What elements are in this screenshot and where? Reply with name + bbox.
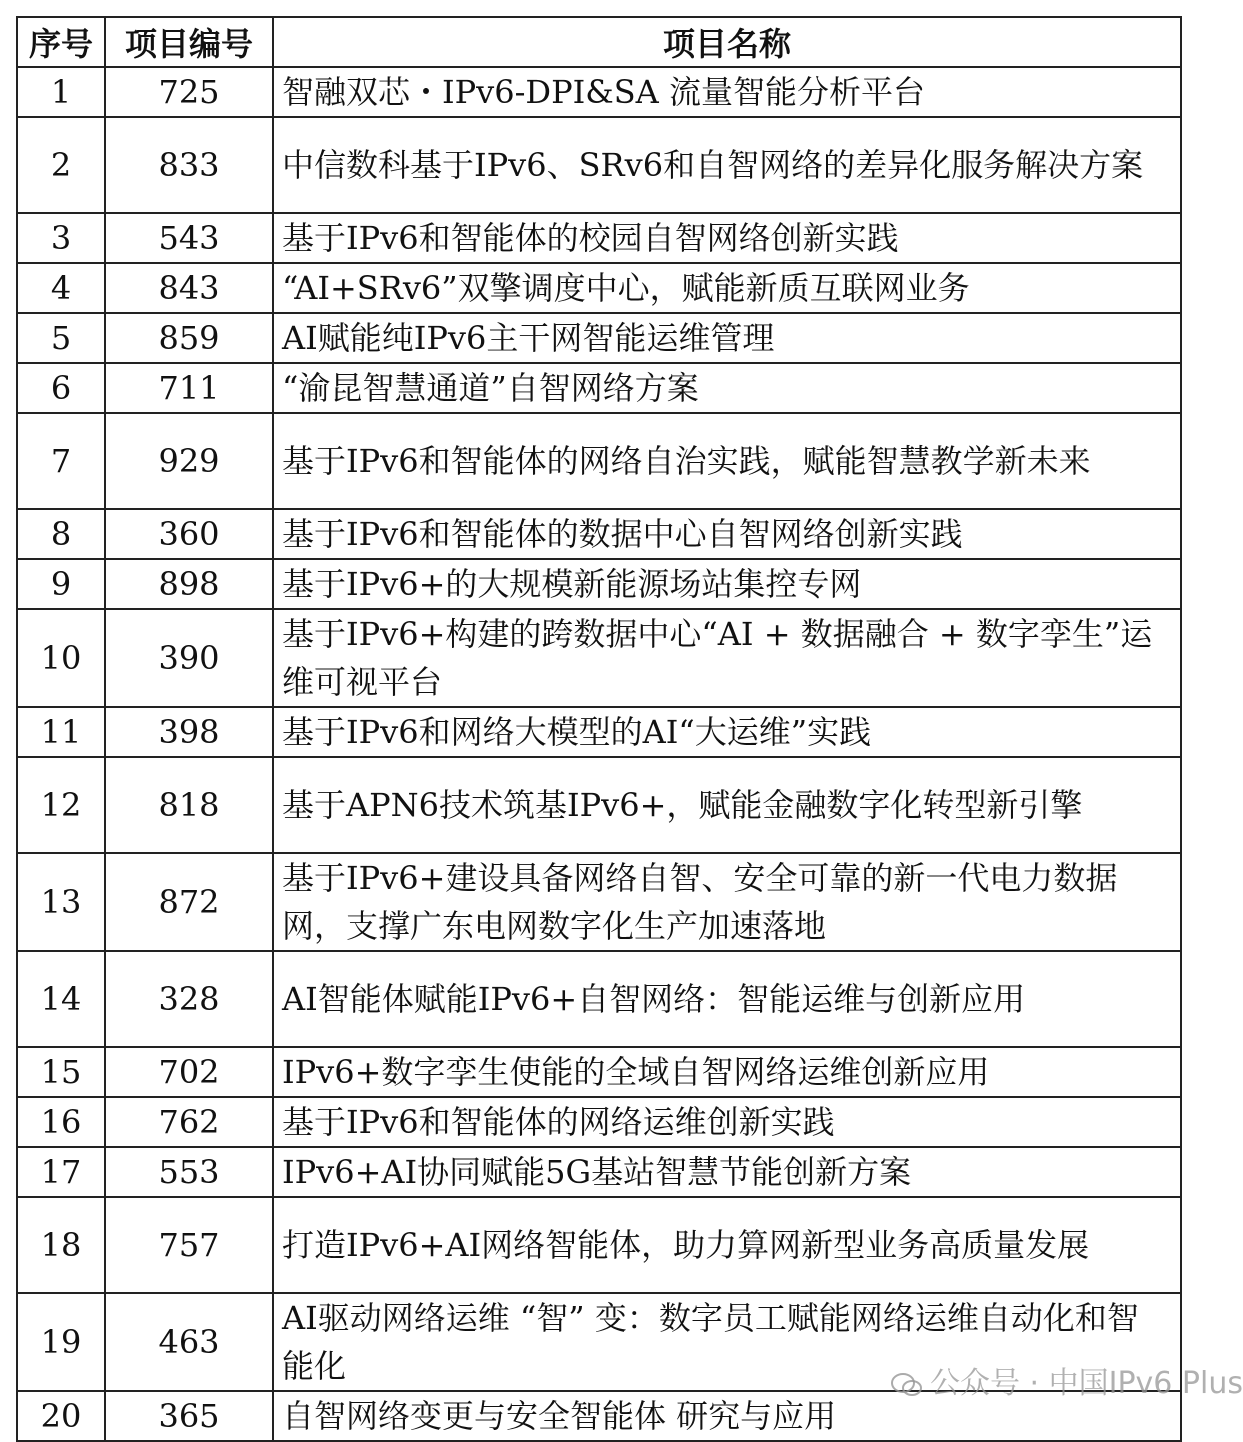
row-name: 基于IPv6+的大规模新能源场站集控专网 bbox=[273, 559, 1181, 609]
row-code: 762 bbox=[105, 1097, 273, 1147]
project-table bbox=[16, 16, 1182, 1442]
table-row bbox=[17, 609, 1181, 707]
row-code: 543 bbox=[105, 213, 273, 263]
row-code: 390 bbox=[105, 609, 273, 707]
row-code: 398 bbox=[105, 707, 273, 757]
table-row bbox=[17, 263, 1181, 313]
row-index: 7 bbox=[17, 413, 105, 509]
row-index: 1 bbox=[17, 67, 105, 117]
row-index: 4 bbox=[17, 263, 105, 313]
row-name: AI赋能纯IPv6主干网智能运维管理 bbox=[273, 313, 1181, 363]
row-name: 打造IPv6+AI网络智能体，助力算网新型业务高质量发展 bbox=[273, 1197, 1181, 1293]
row-name: IPv6+AI协同赋能5G基站智慧节能创新方案 bbox=[273, 1147, 1181, 1197]
row-code: 360 bbox=[105, 509, 273, 559]
row-name: 自智网络变更与安全智能体 研究与应用 bbox=[273, 1391, 1181, 1441]
row-code: 929 bbox=[105, 413, 273, 509]
table-row bbox=[17, 951, 1181, 1047]
row-code: 833 bbox=[105, 117, 273, 213]
row-name: 基于IPv6和智能体的数据中心自智网络创新实践 bbox=[273, 509, 1181, 559]
row-index: 6 bbox=[17, 363, 105, 413]
row-name: 基于APN6技术筑基IPv6+，赋能金融数字化转型新引擎 bbox=[273, 757, 1181, 853]
table-row bbox=[17, 363, 1181, 413]
row-code: 711 bbox=[105, 363, 273, 413]
table-row bbox=[17, 413, 1181, 509]
row-name: AI驱动网络运维 “智” 变：数字员工赋能网络运维自动化和智能化 bbox=[273, 1293, 1181, 1391]
row-name: 基于IPv6和网络大模型的AI“大运维”实践 bbox=[273, 707, 1181, 757]
row-name: 中信数科基于IPv6、SRv6和自智网络的差异化服务解决方案 bbox=[273, 117, 1181, 213]
table-row bbox=[17, 1097, 1181, 1147]
header-code: 项目编号 bbox=[105, 17, 273, 67]
table-row bbox=[17, 313, 1181, 363]
table-row bbox=[17, 1197, 1181, 1293]
row-name: 基于IPv6和智能体的网络运维创新实践 bbox=[273, 1097, 1181, 1147]
row-index: 18 bbox=[17, 1197, 105, 1293]
row-index: 8 bbox=[17, 509, 105, 559]
row-code: 757 bbox=[105, 1197, 273, 1293]
row-name: 基于IPv6和智能体的网络自治实践，赋能智慧教学新未来 bbox=[273, 413, 1181, 509]
row-name: 基于IPv6+建设具备网络自智、安全可靠的新一代电力数据网，支撑广东电网数字化生产加速落地 bbox=[273, 853, 1181, 951]
row-code: 553 bbox=[105, 1147, 273, 1197]
table-row bbox=[17, 213, 1181, 263]
row-code: 702 bbox=[105, 1047, 273, 1097]
table-row bbox=[17, 757, 1181, 853]
table-row bbox=[17, 559, 1181, 609]
row-name: “AI+SRv6”双擎调度中心，赋能新质互联网业务 bbox=[273, 263, 1181, 313]
table-row bbox=[17, 67, 1181, 117]
table-row bbox=[17, 853, 1181, 951]
row-index: 20 bbox=[17, 1391, 105, 1441]
row-code: 725 bbox=[105, 67, 273, 117]
watermark-text: 公众号 · 中国IPv6 Plus bbox=[930, 1366, 1243, 1401]
row-name: 智融双芯・IPv6-DPI&SA 流量智能分析平台 bbox=[273, 67, 1181, 117]
row-code: 328 bbox=[105, 951, 273, 1047]
row-index: 12 bbox=[17, 757, 105, 853]
row-code: 843 bbox=[105, 263, 273, 313]
header-name: 项目名称 bbox=[273, 17, 1181, 67]
table-row bbox=[17, 117, 1181, 213]
row-index: 3 bbox=[17, 213, 105, 263]
watermark bbox=[890, 1358, 1243, 1402]
row-index: 16 bbox=[17, 1097, 105, 1147]
row-code: 818 bbox=[105, 757, 273, 853]
table-row bbox=[17, 509, 1181, 559]
row-code: 898 bbox=[105, 559, 273, 609]
row-code: 463 bbox=[105, 1293, 273, 1391]
table-row bbox=[17, 707, 1181, 757]
row-name: IPv6+数字孪生使能的全域自智网络运维创新应用 bbox=[273, 1047, 1181, 1097]
row-index: 9 bbox=[17, 559, 105, 609]
row-index: 17 bbox=[17, 1147, 105, 1197]
row-name: 基于IPv6+构建的跨数据中心“AI + 数据融合 + 数字孪生”运维可视平台 bbox=[273, 609, 1181, 707]
row-name: 基于IPv6和智能体的校园自智网络创新实践 bbox=[273, 213, 1181, 263]
wechat-icon bbox=[890, 1372, 924, 1398]
table-body bbox=[17, 67, 1181, 1441]
table-header-row bbox=[17, 17, 1181, 67]
row-index: 2 bbox=[17, 117, 105, 213]
row-index: 11 bbox=[17, 707, 105, 757]
row-name: “渝昆智慧通道”自智网络方案 bbox=[273, 363, 1181, 413]
table-row bbox=[17, 1047, 1181, 1097]
row-index: 5 bbox=[17, 313, 105, 363]
header-index: 序号 bbox=[17, 17, 105, 67]
row-name: AI智能体赋能IPv6+自智网络：智能运维与创新应用 bbox=[273, 951, 1181, 1047]
row-code: 859 bbox=[105, 313, 273, 363]
row-index: 13 bbox=[17, 853, 105, 951]
row-code: 365 bbox=[105, 1391, 273, 1441]
table-row bbox=[17, 1147, 1181, 1197]
row-index: 10 bbox=[17, 609, 105, 707]
row-index: 19 bbox=[17, 1293, 105, 1391]
row-index: 14 bbox=[17, 951, 105, 1047]
row-code: 872 bbox=[105, 853, 273, 951]
row-index: 15 bbox=[17, 1047, 105, 1097]
